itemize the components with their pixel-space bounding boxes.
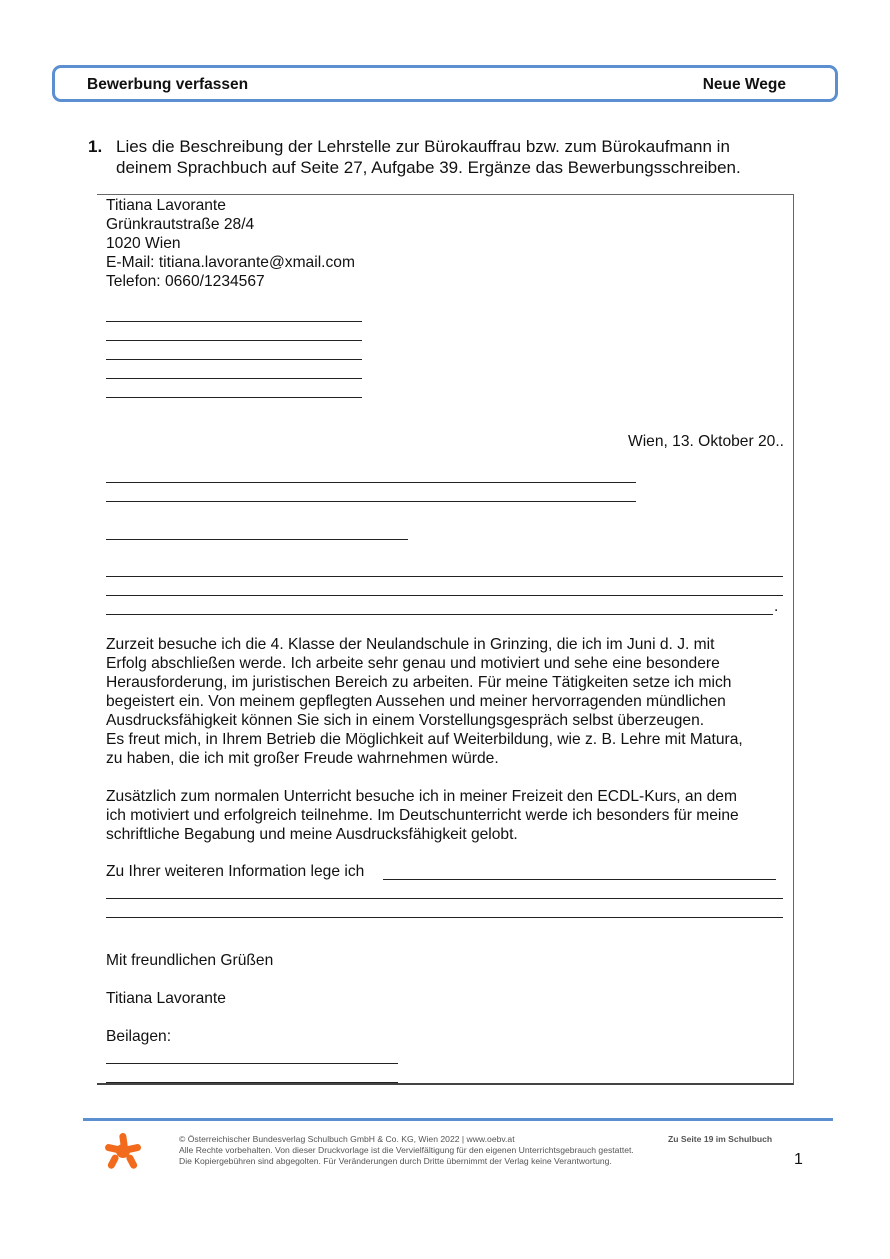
worksheet-header <box>52 65 838 102</box>
closing-signature: Titiana Lavorante <box>106 990 226 1007</box>
footer-rights: Alle Rechte vorbehalten. Von dieser Druckvorlage ist die Vervielfältigung für den eigenen Unterrichtsgebrauch gestattet. <box>179 1145 634 1155</box>
body-line: Ausdrucksfähigkeit können Sie sich in einem Vorstellungsgespräch selbst überzeugen. <box>106 712 705 729</box>
sender-email: E-Mail: titiana.lavorante@xmail.com <box>106 254 355 271</box>
instruction-line-2: deinem Sprachbuch auf Seite 27, Aufgabe 39. Ergänze das Bewerbungsschreiben. <box>116 158 741 177</box>
attachments-label: Beilagen: <box>106 1028 172 1045</box>
intro-period: . <box>774 598 779 615</box>
body-line: Es freut mich, in Ihrem Betrieb die Möglichkeit auf Weiterbildung, wie z. B. Lehre mit Matura, <box>106 731 743 748</box>
body-line: Zusätzlich zum normalen Unterricht besuche ich in meiner Freizeit den ECDL-Kurs, an dem <box>106 788 737 805</box>
recipient-line[interactable] <box>106 359 362 360</box>
intro-line[interactable] <box>106 614 773 615</box>
subject-line[interactable] <box>106 482 636 483</box>
sender-street: Grünkrautstraße 28/4 <box>106 216 255 233</box>
attachment-line[interactable] <box>106 1082 398 1083</box>
intro-line[interactable] <box>106 576 783 577</box>
recipient-line[interactable] <box>106 340 362 341</box>
body-line: Zurzeit besuche ich die 4. Klasse der Neulandschule in Grinzing, die ich im Juni d. J. mit <box>106 636 715 653</box>
footer-disclaimer: Die Kopiergebühren sind abgegolten. Für Veränderungen durch Dritte übernimmt der Verlag keine Verantwortung. <box>179 1156 612 1166</box>
closing-greeting: Mit freundlichen Grüßen <box>106 952 274 969</box>
footer-rule <box>83 1118 833 1121</box>
letter-date: Wien, 13. Oktober 20.. <box>627 433 784 450</box>
series-name: Neue Wege <box>702 76 786 93</box>
body-line: ich motiviert und erfolgreich teilnehme. Im Deutschunterricht werde ich besonders für meine <box>106 807 739 824</box>
publisher-logo-icon <box>104 1132 142 1170</box>
body-line: schriftliche Begabung und meine Ausdrucksfähigkeit gelobt. <box>106 826 518 843</box>
info-prefix: Zu Ihrer weiteren Information lege ich <box>106 863 365 880</box>
body-line: Herausforderung, im juristischen Bereich zu arbeiten. Für meine Tätigkeiten setze ich mich <box>106 674 732 691</box>
salutation-line[interactable] <box>106 539 408 540</box>
recipient-line[interactable] <box>106 378 362 379</box>
worksheet-title: Bewerbung verfassen <box>87 76 249 93</box>
attachment-line[interactable] <box>106 1063 398 1064</box>
subject-line[interactable] <box>106 501 636 502</box>
footer-reference: Zu Seite 19 im Schulbuch <box>668 1134 773 1144</box>
footer-copyright: © Österreichischer Bundesverlag Schulbuch GmbH & Co. KG, Wien 2022 | www.oebv.at <box>179 1134 515 1144</box>
body-line: begeistert ein. Von meinem gepflegten Aussehen und meiner hervorragenden mündlichen <box>106 693 726 710</box>
intro-line[interactable] <box>106 595 783 596</box>
recipient-line[interactable] <box>106 397 362 398</box>
info-line[interactable] <box>106 917 783 918</box>
body-line: zu haben, die ich mit großer Freude wahrnehmen würde. <box>106 750 499 767</box>
instruction-line-1: Lies die Beschreibung der Lehrstelle zur Bürokauffrau bzw. zum Bürokaufmann in <box>116 137 730 156</box>
info-line[interactable] <box>106 898 783 899</box>
sender-city: 1020 Wien <box>106 235 181 252</box>
page-number: 1 <box>794 1151 803 1168</box>
body-line: Erfolg abschließen werde. Ich arbeite sehr genau und motiviert und sehe eine besondere <box>106 655 720 672</box>
exercise-number: 1. <box>88 137 103 156</box>
info-line[interactable] <box>383 879 776 880</box>
sender-name: Titiana Lavorante <box>106 197 226 214</box>
sender-phone: Telefon: 0660/1234567 <box>106 273 265 290</box>
recipient-line[interactable] <box>106 321 362 322</box>
